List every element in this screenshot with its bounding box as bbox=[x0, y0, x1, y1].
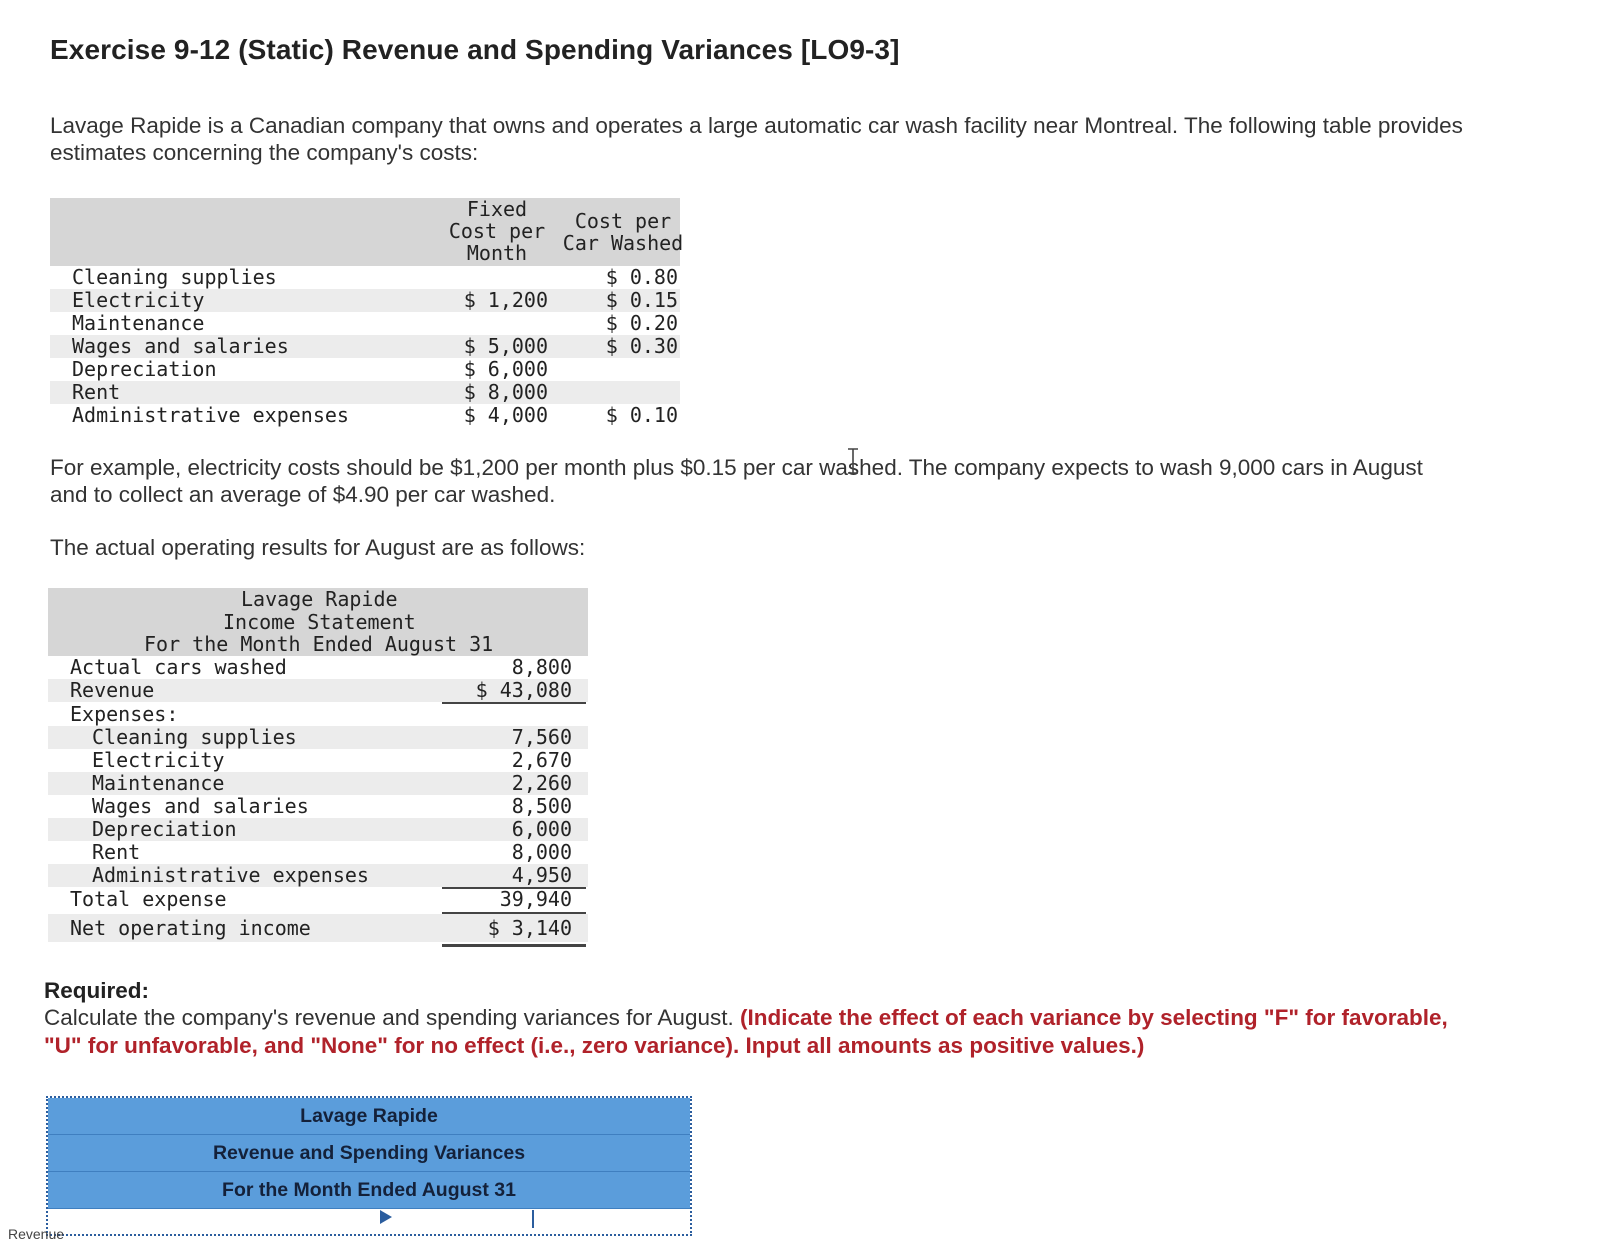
expense-label: Cleaning supplies bbox=[92, 725, 297, 749]
actual-cars-label: Actual cars washed bbox=[70, 655, 287, 679]
column-resize-handle[interactable] bbox=[532, 1210, 534, 1228]
table-row bbox=[50, 289, 680, 312]
table-row bbox=[48, 679, 588, 702]
cost-label: Rent bbox=[72, 380, 121, 404]
variance-header-row bbox=[48, 1098, 690, 1135]
variance-company-name: Lavage Rapide bbox=[300, 1105, 438, 1127]
double-underline bbox=[442, 944, 586, 947]
fixed-header-line: Fixed bbox=[466, 197, 528, 221]
variable-cost-value: $ 0.20 bbox=[605, 311, 678, 335]
total-expense-label: Total expense bbox=[70, 887, 227, 911]
cost-label: Cleaning supplies bbox=[72, 265, 277, 289]
income-statement-header bbox=[48, 588, 588, 656]
expense-value: 4,950 bbox=[511, 863, 572, 887]
fixed-header-line: Cost per bbox=[448, 219, 546, 243]
expense-label: Depreciation bbox=[92, 817, 237, 841]
expense-label: Administrative expenses bbox=[92, 863, 369, 887]
variance-report-period: For the Month Ended August 31 bbox=[222, 1179, 516, 1201]
table-row bbox=[48, 818, 588, 841]
text-cursor-icon bbox=[847, 448, 859, 474]
variance-revenue-row-label: Revenue bbox=[8, 1226, 65, 1242]
variance-answer-table bbox=[46, 1096, 692, 1236]
table-row bbox=[48, 772, 588, 795]
expense-value: 2,260 bbox=[511, 771, 572, 795]
table-row bbox=[50, 266, 680, 289]
fixed-cost-value: $ 4,000 bbox=[463, 403, 548, 427]
fixed-cost-value: $ 6,000 bbox=[463, 357, 548, 381]
expense-label: Wages and salaries bbox=[92, 794, 309, 818]
statement-period: For the Month Ended August 31 bbox=[144, 632, 494, 656]
fixed-cost-value: $ 8,000 bbox=[463, 380, 548, 404]
page-title: Exercise 9-12 (Static) Revenue and Spending Variances [LO9-3] bbox=[50, 34, 900, 65]
expense-label: Maintenance bbox=[92, 771, 225, 795]
table-row bbox=[50, 381, 680, 404]
actual-cars-value: 8,800 bbox=[511, 655, 572, 679]
example-paragraph: For example, electricity costs should be $1,200 per month plus $0.15 per car washed. The company expects to wash 9,000 cars in August and to collect an average of $4.90 per car washed. bbox=[50, 455, 1423, 507]
expense-value: 7,560 bbox=[511, 725, 572, 749]
variable-header-line: Car Washed bbox=[562, 231, 684, 255]
fixed-cost-value: $ 5,000 bbox=[463, 334, 548, 358]
fixed-cost-header bbox=[432, 198, 562, 264]
variable-cost-value: $ 0.10 bbox=[605, 403, 678, 427]
cost-table-header bbox=[50, 197, 684, 266]
variable-cost-value: $ 0.15 bbox=[605, 288, 678, 312]
variance-header-row bbox=[48, 1172, 690, 1209]
cost-label: Wages and salaries bbox=[72, 334, 289, 358]
company-name: Lavage Rapide bbox=[241, 587, 398, 611]
table-row bbox=[48, 795, 588, 818]
table-row bbox=[48, 888, 588, 911]
required-instructions bbox=[44, 1004, 1464, 1060]
expense-label: Electricity bbox=[92, 748, 225, 772]
table-row bbox=[50, 404, 680, 427]
table-row bbox=[48, 656, 588, 679]
variance-header-row bbox=[48, 1135, 690, 1172]
statement-name: Income Statement bbox=[223, 610, 416, 634]
revenue-label: Revenue bbox=[70, 678, 155, 702]
cost-label: Electricity bbox=[72, 288, 205, 312]
expense-value: 6,000 bbox=[511, 817, 572, 841]
cost-label: Maintenance bbox=[72, 311, 205, 335]
variable-cost-value: $ 0.80 bbox=[605, 265, 678, 289]
intro-paragraph: Lavage Rapide is a Canadian company that owns and operates a large automatic car wash facility near Montreal. The following table provides estimates concerning the company's costs: bbox=[50, 113, 1463, 165]
table-row bbox=[50, 358, 680, 381]
table-row bbox=[48, 914, 588, 942]
required-heading: Required: bbox=[44, 978, 150, 1003]
noi-value: $ 3,140 bbox=[487, 916, 572, 940]
table-row bbox=[48, 726, 588, 749]
table-row bbox=[48, 864, 588, 887]
table-row bbox=[48, 703, 588, 726]
play-arrow-icon[interactable] bbox=[380, 1210, 392, 1224]
expense-value: 8,500 bbox=[511, 794, 572, 818]
expense-value: 8,000 bbox=[511, 840, 572, 864]
actual-results-intro: The actual operating results for August are as follows: bbox=[50, 535, 586, 560]
fixed-cost-value: $ 1,200 bbox=[463, 288, 548, 312]
variable-cost-header bbox=[558, 210, 688, 254]
expense-value: 2,670 bbox=[511, 748, 572, 772]
variance-report-title: Revenue and Spending Variances bbox=[212, 1142, 526, 1164]
variable-cost-value: $ 0.30 bbox=[605, 334, 678, 358]
variable-header-line: Cost per bbox=[574, 209, 672, 233]
noi-label: Net operating income bbox=[70, 916, 311, 940]
cost-label: Depreciation bbox=[72, 357, 217, 381]
expense-label: Rent bbox=[92, 840, 141, 864]
total-expense-value: 39,940 bbox=[499, 887, 572, 911]
table-row bbox=[48, 841, 588, 864]
expenses-label: Expenses: bbox=[70, 702, 179, 726]
fixed-header-line: Month bbox=[466, 241, 528, 265]
table-row bbox=[50, 335, 680, 358]
revenue-value: $ 43,080 bbox=[475, 678, 572, 702]
table-row bbox=[50, 312, 680, 335]
table-row bbox=[48, 749, 588, 772]
required-note: (Indicate the effect of each variance by selecting "F" for favorable, "U" for unfavorable, and "None" for no effect (i.e., zero variance). Input all amounts as positive values.) bbox=[44, 1005, 1448, 1058]
cost-label: Administrative expenses bbox=[72, 403, 349, 427]
required-task: Calculate the company's revenue and spending variances for August. bbox=[44, 1005, 734, 1030]
